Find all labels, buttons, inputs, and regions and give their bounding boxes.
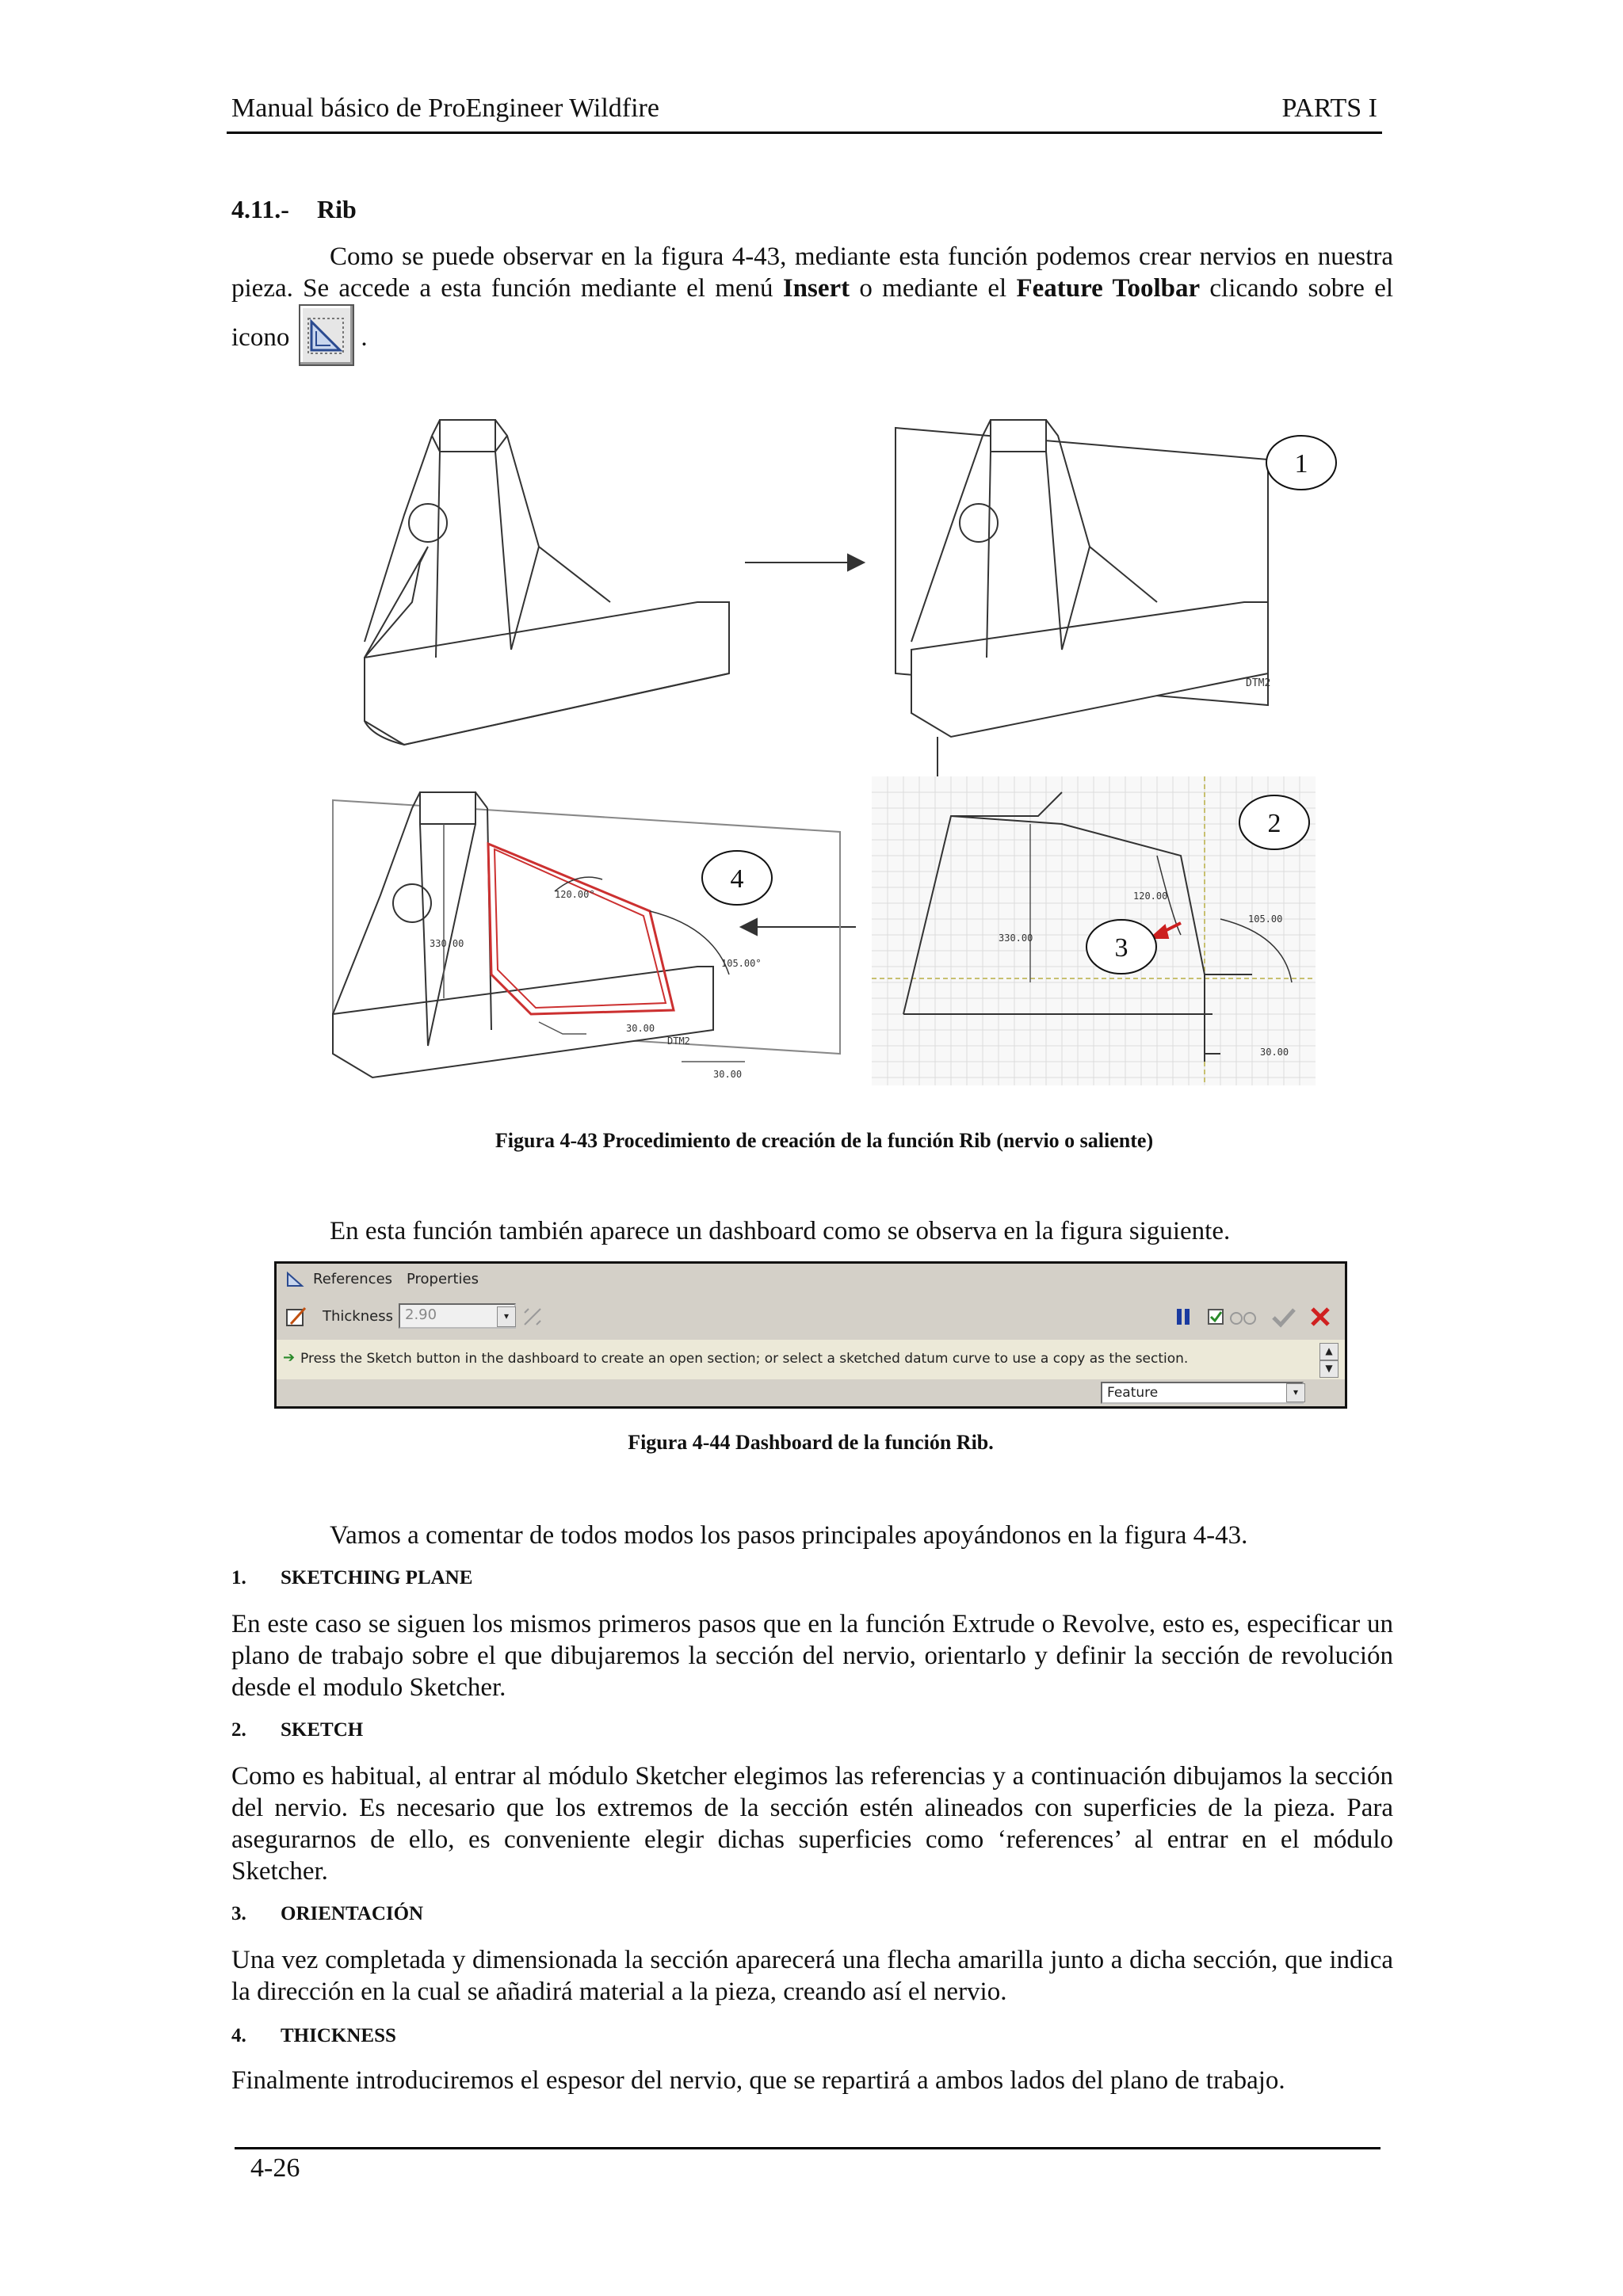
step-3-text: Una vez completada y dimensionada la sección aparecerá una flecha amarilla junto a dicha sección, que indica la dirección en la cual se añadirá material a la pieza, creando así el nervio. (231, 1946, 1393, 2006)
thickness-input[interactable]: 2.90 (399, 1303, 516, 1329)
step-3-title: ORIENTACIÓN (281, 1903, 424, 1924)
step-2-title: SKETCH (281, 1719, 364, 1741)
rib-dashboard (274, 1261, 1347, 1409)
dashboard-filter-row (277, 1379, 1345, 1406)
scroll-down-icon[interactable]: ▼ (1319, 1360, 1338, 1378)
part-step2-datum-plane (896, 420, 1271, 737)
callout-4-label: 4 (730, 864, 744, 894)
ok-check-icon[interactable] (1270, 1305, 1297, 1329)
sketch-icon[interactable] (285, 1305, 308, 1329)
footer-rule (235, 2147, 1381, 2149)
step-1-title: SKETCHING PLANE (281, 1567, 473, 1589)
step-1-heading (231, 1567, 472, 1589)
step-3-heading (231, 1903, 423, 1925)
dashboard-intro-paragraph: En esta función también aparece un dashboard como se observa en la figura siguiente. (330, 1217, 1231, 1245)
dim-angle-120-a: 120.00° (555, 889, 595, 900)
intro-text-3: clicando sobre el icono (231, 274, 1394, 352)
dim-angle-105-a: 105.00° (721, 958, 762, 969)
dim-30-c: 30.00 (1260, 1047, 1289, 1058)
dtm2-label-1: DTM2 (1246, 677, 1271, 689)
figure-4-44-caption: Figura 4-44 Dashboard de la función Rib. (628, 1431, 994, 1454)
step-2-text: Como es habitual, al entrar al módulo Sketcher elegimos las referencias y a continuación dibujamos la sección del nervio. Es necesario que los extremos de la sección estén alineados con superficies de la pieza. Para asegurarnos de ello, es conveniente elegir dichas superficies como ‘references’ al entrar en el módulo Sketcher. (231, 1762, 1393, 1886)
step-4-title: THICKNESS (281, 2025, 396, 2046)
thickness-label: Thickness (323, 1308, 393, 1325)
step-2-heading (231, 1719, 363, 1741)
preview-checkbox-icon[interactable] (1207, 1308, 1226, 1327)
intro-paragraph (231, 241, 1393, 366)
page-number: 4-26 (250, 2153, 300, 2183)
dashboard-controls-row (277, 1295, 1345, 1341)
figure-4-43 (301, 364, 1347, 1129)
dim-30-a: 30.00 (626, 1023, 655, 1034)
running-header-section: PARTS I (1281, 93, 1377, 123)
rib-tool-icon (299, 304, 354, 366)
section-title: Rib (317, 195, 357, 223)
rib-tab-icon (285, 1270, 305, 1289)
dtm2-label-2: DTM2 (667, 1035, 690, 1047)
section-heading (231, 195, 357, 224)
callout-2-label: 2 (1267, 809, 1281, 838)
intro-text-4: . (361, 323, 368, 352)
step-4-text: Finalmente introduciremos el espesor del nervio, que se repartirá a ambos lados del plano de trabajo. (231, 2066, 1285, 2095)
intro-bold-insert: Insert (782, 274, 850, 303)
step-4-heading (231, 2025, 396, 2047)
step-3-number: 3. (231, 1903, 246, 1924)
section-number: 4.11.- (231, 195, 289, 223)
dim-330-b: 330.00 (999, 933, 1033, 944)
dim-330-a: 330.00 (430, 938, 464, 949)
callout-1-label: 1 (1294, 449, 1308, 479)
figure-4-43-caption: Figura 4-43 Procedimiento de creación de la función Rib (nervio o saliente) (495, 1129, 1154, 1152)
running-header-title: Manual básico de ProEngineer Wildfire (231, 93, 659, 123)
callout-3-label: 3 (1114, 933, 1128, 963)
rib-procedure-illustration (301, 364, 1347, 1129)
glasses-icon[interactable] (1229, 1308, 1258, 1327)
steps-intro-paragraph: Vamos a comentar de todos modos los pasos principales apoyándonos en la figura 4-43. (330, 1521, 1248, 1550)
scroll-up-icon[interactable]: ▲ (1319, 1343, 1338, 1360)
status-message: Press the Sketch button in the dashboard to create an open section; or select a sketched datum curve to use a copy as the section. (300, 1351, 1189, 1367)
dim-30-b: 30.00 (713, 1069, 743, 1080)
dim-120-b: 120.00 (1133, 891, 1168, 902)
intro-text-1: Como se puede observar en la figura 4-43, mediante esta función podemos crear nervios en nuestra pieza. Se accede a esta función mediante el menú (231, 242, 1393, 303)
intro-text-2: o mediante el (850, 274, 1017, 303)
step-4-number: 4. (231, 2025, 246, 2046)
tab-references[interactable]: References (313, 1271, 393, 1287)
step-1-text: En este caso se siguen los mismos primeros pasos que en la función Extrude o Revolve, esto es, especificar un plano de trabajo sobre el que dibujaremos la sección del nervio, orientarlo y definir la sección de revolución desde el modulo Sketcher. (231, 1610, 1393, 1702)
dashboard-message-row (277, 1340, 1345, 1380)
cancel-x-icon[interactable] (1308, 1305, 1332, 1329)
part-step1 (365, 420, 729, 745)
step-2-number: 2. (231, 1719, 246, 1741)
intro-bold-feature-toolbar: Feature Toolbar (1016, 274, 1201, 303)
filter-dropdown-button[interactable]: ▾ (1286, 1383, 1305, 1402)
dim-105-b: 105.00 (1248, 913, 1283, 925)
message-arrow-icon: ➔ (283, 1349, 296, 1366)
pause-icon[interactable] (1175, 1306, 1191, 1327)
part-step4-rib (333, 792, 840, 1077)
thickness-dropdown-button[interactable]: ▾ (497, 1306, 516, 1327)
selection-filter-select[interactable]: Feature (1101, 1382, 1304, 1404)
dashboard-tabs-row (277, 1264, 1345, 1296)
flip-icon[interactable] (521, 1305, 544, 1329)
step-1-number: 1. (231, 1567, 246, 1589)
tab-properties[interactable]: Properties (407, 1271, 479, 1287)
header-rule (227, 132, 1382, 134)
